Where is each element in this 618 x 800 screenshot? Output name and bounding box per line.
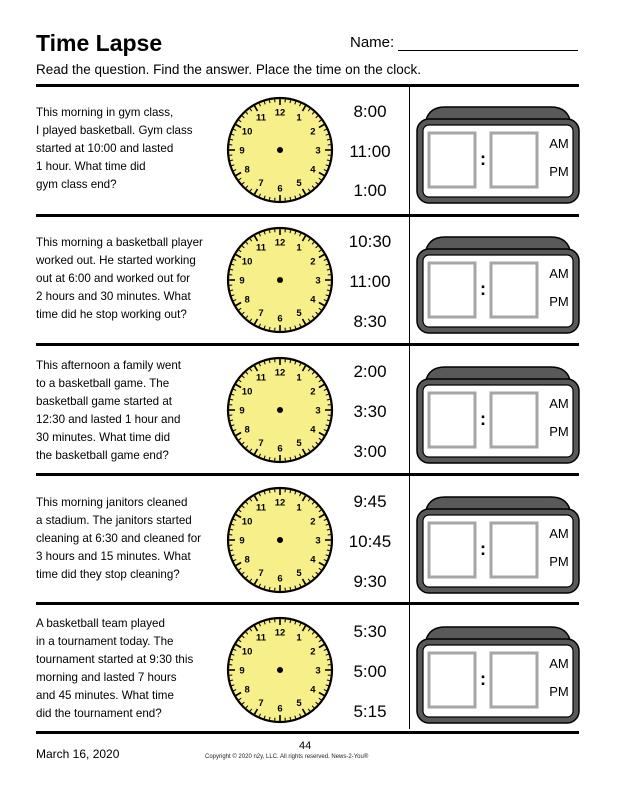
minute-tick — [269, 197, 270, 200]
analog-clock[interactable] — [225, 225, 335, 335]
minute-box[interactable] — [491, 653, 537, 707]
divider-row-2 — [36, 343, 579, 346]
clock-numeral: 6 — [277, 573, 283, 585]
analog-clock[interactable] — [225, 615, 335, 725]
clock-numeral: 2 — [310, 256, 316, 268]
clock-numeral: 8 — [244, 424, 250, 436]
am-label[interactable]: AM — [549, 136, 569, 151]
digital-clock[interactable] — [415, 485, 581, 595]
answer-option[interactable]: 10:45 — [348, 532, 392, 551]
hour-box[interactable] — [429, 653, 475, 707]
divider-top — [36, 84, 579, 87]
divider-row-1 — [36, 214, 579, 217]
am-label[interactable]: AM — [549, 526, 569, 541]
digital-clock[interactable] — [415, 615, 581, 725]
clock-center — [277, 667, 283, 673]
time-colon: : — [480, 279, 486, 299]
answer-option[interactable]: 9:30 — [353, 572, 387, 591]
minute-tick — [327, 290, 330, 291]
clock-numeral: 12 — [274, 237, 286, 249]
digital-clock[interactable] — [415, 225, 581, 335]
clock-numeral: 1 — [296, 242, 302, 254]
answer-option[interactable]: 2:00 — [353, 362, 387, 381]
clock-numeral: 10 — [241, 646, 253, 658]
clock-numeral: 5 — [296, 178, 302, 190]
answer-option[interactable]: 5:30 — [353, 622, 387, 641]
minute-tick — [269, 587, 270, 590]
minute-tick — [230, 269, 233, 270]
instructions: Read the question. Find the answer. Place the time on the clock. — [36, 62, 421, 77]
minute-tick — [269, 490, 270, 493]
clock-numeral: 6 — [277, 703, 283, 715]
time-colon: : — [480, 409, 486, 429]
answer-option[interactable]: 11:00 — [349, 272, 391, 291]
minute-tick — [327, 550, 330, 551]
answer-option[interactable]: 9:45 — [353, 492, 387, 511]
page-number: 44 — [299, 740, 312, 752]
answer-option[interactable]: 3:00 — [353, 442, 387, 461]
clock-numeral: 2 — [310, 646, 316, 658]
question-text: A basketball team played in a tournament today. The tournament started at 9:30 this morning and lasted 7 hours and 45 minutes. What time did the tournament end? — [36, 617, 194, 720]
minute-tick — [290, 490, 291, 493]
minute-tick — [230, 659, 233, 660]
analog-clock[interactable] — [225, 355, 335, 465]
clock-numeral: 9 — [239, 145, 245, 157]
clock-center — [277, 147, 283, 153]
minute-tick — [327, 680, 330, 681]
time-colon: : — [480, 539, 486, 559]
clock-numeral: 4 — [310, 684, 316, 696]
clock-numeral: 10 — [241, 256, 253, 268]
clock-numeral: 5 — [296, 308, 302, 320]
minute-box[interactable] — [491, 393, 537, 447]
minute-tick — [269, 620, 270, 623]
clock-numeral: 6 — [277, 313, 283, 325]
clock-numeral: 5 — [296, 438, 302, 450]
minute-tick — [230, 550, 233, 551]
clock-numeral: 3 — [315, 275, 321, 287]
clock-numeral: 2 — [310, 516, 316, 528]
clock-numeral: 8 — [244, 164, 250, 176]
name-label: Name: — [350, 34, 395, 51]
clock-numeral: 3 — [315, 145, 321, 157]
clock-numeral: 3 — [315, 665, 321, 677]
clock-numeral: 3 — [315, 535, 321, 547]
clock-numeral: 7 — [258, 178, 264, 190]
clock-numeral: 4 — [310, 294, 316, 306]
minute-tick — [230, 529, 233, 530]
minute-tick — [290, 327, 291, 330]
clock-numeral: 10 — [241, 516, 253, 528]
clock-numeral: 12 — [274, 497, 286, 509]
minute-tick — [327, 659, 330, 660]
minute-tick — [290, 197, 291, 200]
name-line[interactable] — [398, 50, 578, 51]
minute-tick — [290, 100, 291, 103]
clock-numeral: 4 — [310, 164, 316, 176]
answer-option[interactable]: 11:00 — [349, 142, 391, 161]
clock-numeral: 7 — [258, 438, 264, 450]
clock-numeral: 6 — [277, 183, 283, 195]
clock-numeral: 1 — [296, 372, 302, 384]
clock-numeral: 10 — [241, 126, 253, 138]
minute-tick — [230, 399, 233, 400]
pm-label[interactable]: PM — [549, 294, 569, 309]
divider-bottom — [36, 731, 579, 734]
pm-label[interactable]: PM — [549, 424, 569, 439]
clock-numeral: 4 — [310, 554, 316, 566]
clock-numeral: 9 — [239, 535, 245, 547]
digital-clock[interactable] — [415, 95, 581, 205]
clock-numeral: 8 — [244, 294, 250, 306]
clock-numeral: 9 — [239, 665, 245, 677]
minute-tick — [230, 139, 233, 140]
answer-option[interactable]: 8:30 — [353, 312, 387, 331]
hour-box[interactable] — [429, 523, 475, 577]
minute-tick — [290, 587, 291, 590]
clock-numeral: 8 — [244, 554, 250, 566]
clock-numeral: 9 — [239, 275, 245, 287]
divider-row-3 — [36, 473, 579, 476]
minute-tick — [327, 269, 330, 270]
minute-tick — [269, 327, 270, 330]
minute-tick — [230, 680, 233, 681]
minute-tick — [269, 457, 270, 460]
hour-box[interactable] — [429, 133, 475, 187]
clock-numeral: 11 — [255, 502, 267, 514]
minute-tick — [327, 160, 330, 161]
clock-numeral: 6 — [277, 443, 283, 455]
clock-numeral: 11 — [255, 112, 267, 124]
time-colon: : — [480, 149, 486, 169]
hour-box[interactable] — [429, 393, 475, 447]
minute-tick — [327, 139, 330, 140]
am-label[interactable]: AM — [549, 396, 569, 411]
pm-label[interactable]: PM — [549, 684, 569, 699]
clock-numeral: 8 — [244, 684, 250, 696]
minute-box[interactable] — [491, 263, 537, 317]
clock-numeral: 12 — [274, 107, 286, 119]
clock-numeral: 9 — [239, 405, 245, 417]
clock-numeral: 7 — [258, 698, 264, 710]
clock-numeral: 1 — [296, 632, 302, 644]
copyright: Copyright © 2020 n2y, LLC. All rights reserved. News-2-You® — [205, 754, 369, 760]
question-text: This morning janitors cleaned a stadium. The janitors started cleaning at 6:30 and cleaned for 3 hours and 15 minutes. What time did they stop cleaning? — [36, 496, 202, 581]
clock-numeral: 2 — [310, 386, 316, 398]
hour-box[interactable] — [429, 263, 475, 317]
clock-numeral: 1 — [296, 112, 302, 124]
answer-option[interactable]: 10:30 — [348, 232, 392, 251]
question-text: This morning in gym class, I played basketball. Gym class started at 10:00 and lasted 1 hour. What time did gym class end? — [36, 106, 193, 191]
minute-tick — [290, 717, 291, 720]
column-divider — [409, 84, 410, 729]
minute-tick — [230, 160, 233, 161]
am-label[interactable]: AM — [549, 266, 569, 281]
clock-numeral: 10 — [241, 386, 253, 398]
clock-numeral: 7 — [258, 308, 264, 320]
minute-tick — [269, 360, 270, 363]
minute-tick — [290, 230, 291, 233]
minute-tick — [269, 717, 270, 720]
minute-tick — [230, 290, 233, 291]
clock-center — [277, 537, 283, 543]
clock-center — [277, 407, 283, 413]
answer-option[interactable]: 1:00 — [353, 181, 387, 200]
minute-tick — [290, 457, 291, 460]
minute-tick — [290, 620, 291, 623]
clock-numeral: 4 — [310, 424, 316, 436]
minute-tick — [327, 529, 330, 530]
answer-option[interactable]: 8:00 — [353, 102, 387, 121]
minute-tick — [269, 100, 270, 103]
divider-row-4 — [36, 602, 579, 605]
clock-numeral: 2 — [310, 126, 316, 138]
minute-tick — [290, 360, 291, 363]
answer-option[interactable]: 5:15 — [353, 702, 387, 721]
minute-tick — [269, 230, 270, 233]
worksheet-title: Time Lapse — [36, 30, 163, 56]
minute-box[interactable] — [491, 133, 537, 187]
clock-numeral: 11 — [255, 242, 267, 254]
answer-option[interactable]: 3:30 — [353, 402, 387, 421]
minute-box[interactable] — [491, 523, 537, 577]
question-text: This morning a basketball player worked out. He started working out at 6:00 and worked out for 2 hours and 30 minutes. What time did he stop working out? — [36, 236, 203, 321]
clock-numeral: 1 — [296, 502, 302, 514]
analog-clock[interactable] — [225, 95, 335, 205]
minute-tick — [327, 420, 330, 421]
clock-numeral: 12 — [274, 367, 286, 379]
clock-numeral: 11 — [255, 372, 267, 384]
clock-numeral: 3 — [315, 405, 321, 417]
pm-label[interactable]: PM — [549, 554, 569, 569]
minute-tick — [230, 420, 233, 421]
clock-numeral: 5 — [296, 698, 302, 710]
digital-clock[interactable] — [415, 355, 581, 465]
clock-numeral: 5 — [296, 568, 302, 580]
answer-option[interactable]: 5:00 — [353, 662, 387, 681]
time-colon: : — [480, 669, 486, 689]
clock-numeral: 7 — [258, 568, 264, 580]
clock-center — [277, 277, 283, 283]
am-label[interactable]: AM — [549, 656, 569, 671]
question-text: This afternoon a family went to a basketball game. The basketball game started at 12:30 and lasted 1 hour and 30 minutes. What time did the basketball game end? — [36, 359, 181, 462]
minute-tick — [327, 399, 330, 400]
analog-clock[interactable] — [225, 485, 335, 595]
footer-date: March 16, 2020 — [36, 747, 120, 761]
pm-label[interactable]: PM — [549, 164, 569, 179]
clock-numeral: 12 — [274, 627, 286, 639]
clock-numeral: 11 — [255, 632, 267, 644]
